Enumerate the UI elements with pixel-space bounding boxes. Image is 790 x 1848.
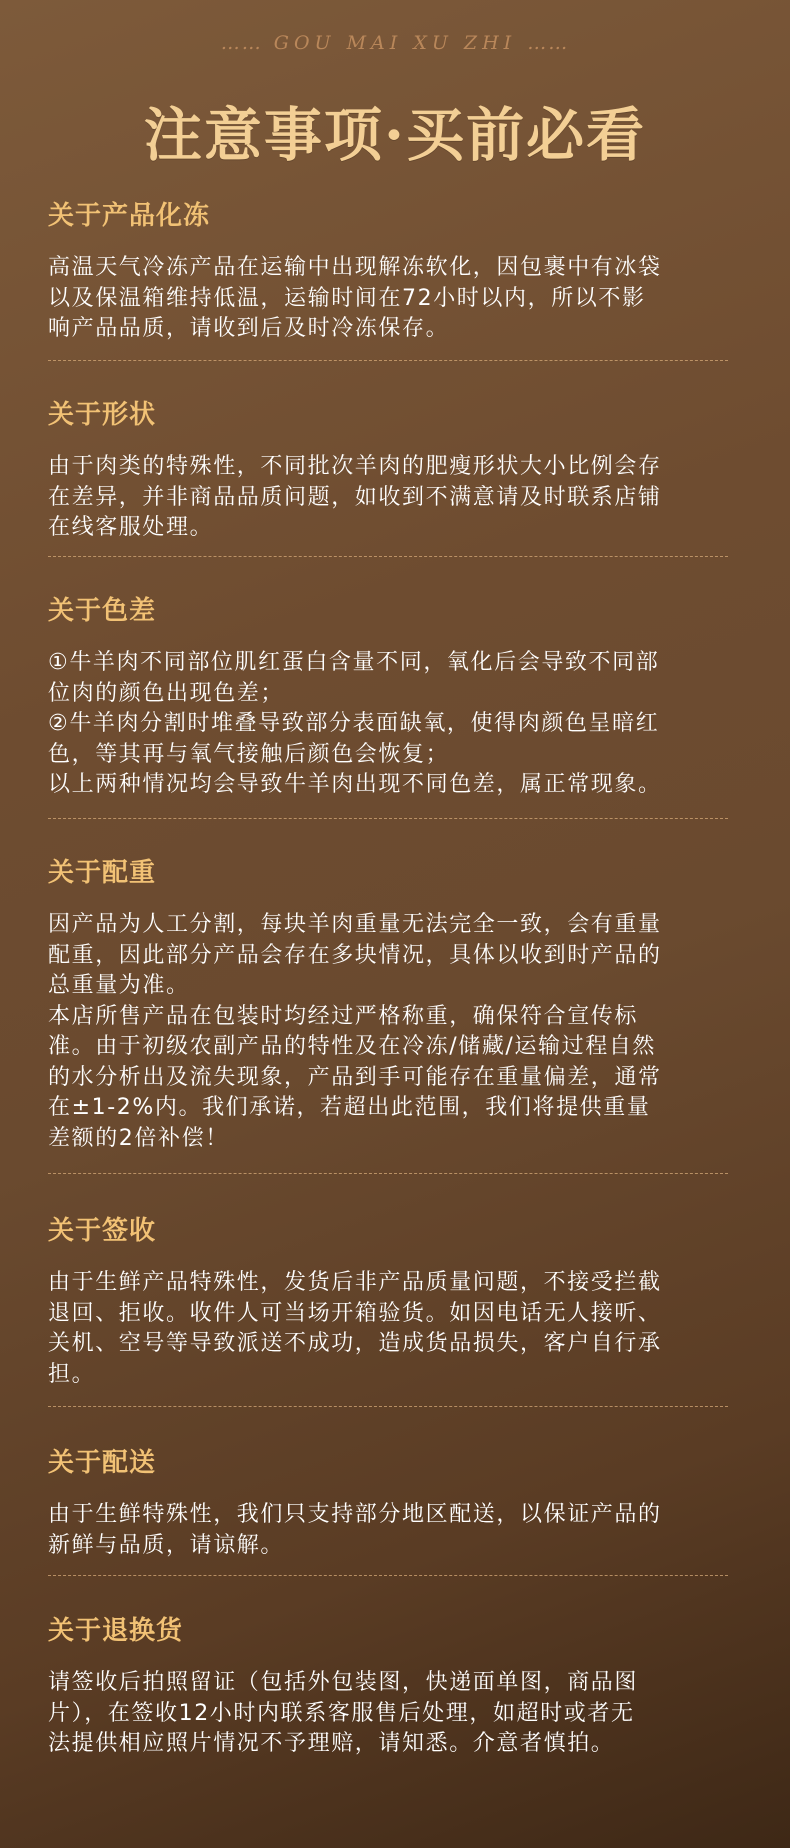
body-line: 高温天气冷冻产品在运输中出现解冻软化，因包裹中有冰袋 (48, 255, 662, 280)
body-line: 由于生鲜特殊性，我们只支持部分地区配送，以保证产品的 (48, 1502, 662, 1527)
body-line: ①牛羊肉不同部位肌红蛋白含量不同，氧化后会导致不同部 (48, 650, 660, 675)
section-divider (48, 818, 728, 819)
section-divider (48, 360, 728, 361)
body-line: 准。由于初级农副产品的特性及在冷冻/储藏/运输过程自然 (48, 1034, 657, 1059)
subtitle-dots-right: …… (527, 32, 570, 54)
body-line: 片），在签收12小时内联系客服售后处理，如超时或者无 (48, 1700, 635, 1726)
subtitle-text: GOU MAI XU ZHI (273, 32, 517, 54)
section-heading: 关于色差 (48, 596, 157, 626)
body-line: 位肉的颜色出现色差； (48, 680, 285, 706)
body-line: 总重量为准。 (48, 973, 190, 998)
page-title: 注意事项·买前必看 (143, 101, 647, 169)
body-line: 配重，因此部分产品会存在多块情况，具体以收到时产品的 (48, 942, 662, 968)
section-delivery (48, 1446, 730, 1561)
subtitle-dots-left: …… (220, 32, 263, 54)
body-line: 色，等其再与氧气接触后颜色会恢复； (48, 741, 450, 767)
body-line: 的水分析出及流失现象，产品到手可能存在重量偏差，通常 (48, 1064, 662, 1090)
body-line: 在差异，并非商品品质问题，如收到不满意请及时联系店铺 (48, 484, 662, 510)
section-divider (48, 1575, 728, 1576)
body-line: 以及保温箱维持低温，运输时间在72小时以内，所以不影 (48, 285, 646, 311)
body-line: 在线客服处理。 (48, 515, 214, 540)
body-line: 差额的2倍补偿！ (48, 1125, 229, 1151)
section-divider (48, 1406, 728, 1407)
body-line: 由于生鲜产品特殊性，发货后非产品质量问题，不接受拦截 (48, 1270, 662, 1295)
section-heading: 关于配送 (48, 1448, 157, 1478)
section-heading: 关于退换货 (48, 1616, 184, 1646)
body-line: 响产品品质，请收到后及时冷冻保存。 (48, 316, 450, 341)
section-body (48, 648, 730, 801)
section-body (48, 1268, 730, 1390)
section-heading: 关于签收 (48, 1216, 157, 1246)
body-line: 新鲜与品质，请谅解。 (48, 1532, 285, 1558)
section-receipt (48, 1214, 730, 1390)
body-line: ②牛羊肉分割时堆叠导致部分表面缺氧，使得肉颜色呈暗红 (48, 711, 660, 736)
section-divider (48, 1173, 728, 1174)
body-line: 以上两种情况均会导致牛羊肉出现不同色差，属正常现象。 (48, 772, 662, 797)
section-weight (48, 856, 730, 1154)
body-line: 担。 (48, 1361, 96, 1387)
section-body (48, 452, 730, 544)
section-shape (48, 398, 730, 544)
body-line: 关机、空号等导致派送不成功，造成货品损失，客户自行承 (48, 1331, 662, 1356)
section-heading: 关于形状 (48, 400, 157, 430)
section-thawing (48, 199, 730, 345)
section-divider (48, 556, 728, 557)
body-line: 本店所售产品在包装时均经过严格称重，确保符合宣传标 (48, 1003, 639, 1029)
section-body (48, 1668, 730, 1760)
section-body (48, 253, 730, 345)
section-heading: 关于配重 (48, 858, 157, 888)
page-subtitle (0, 32, 790, 54)
body-line: 法提供相应照片情况不予理赔，请知悉。介意者慎拍。 (48, 1731, 615, 1756)
body-line: 请签收后拍照留证（包括外包装图，快递面单图，商品图 (48, 1670, 639, 1695)
body-line: 由于肉类的特殊性，不同批次羊肉的肥瘦形状大小比例会存 (48, 454, 662, 479)
section-body (48, 1500, 730, 1561)
body-line: 退回、拒收。收件人可当场开箱验货。如因电话无人接听、 (48, 1300, 662, 1326)
section-body (48, 910, 730, 1154)
section-heading: 关于产品化冻 (48, 201, 211, 231)
body-line: 在±1-2%内。我们承诺，若超出此范围，我们将提供重量 (48, 1095, 651, 1120)
section-returns (48, 1614, 730, 1760)
section-color-difference (48, 594, 730, 801)
body-line: 因产品为人工分割，每块羊肉重量无法完全一致，会有重量 (48, 912, 662, 937)
